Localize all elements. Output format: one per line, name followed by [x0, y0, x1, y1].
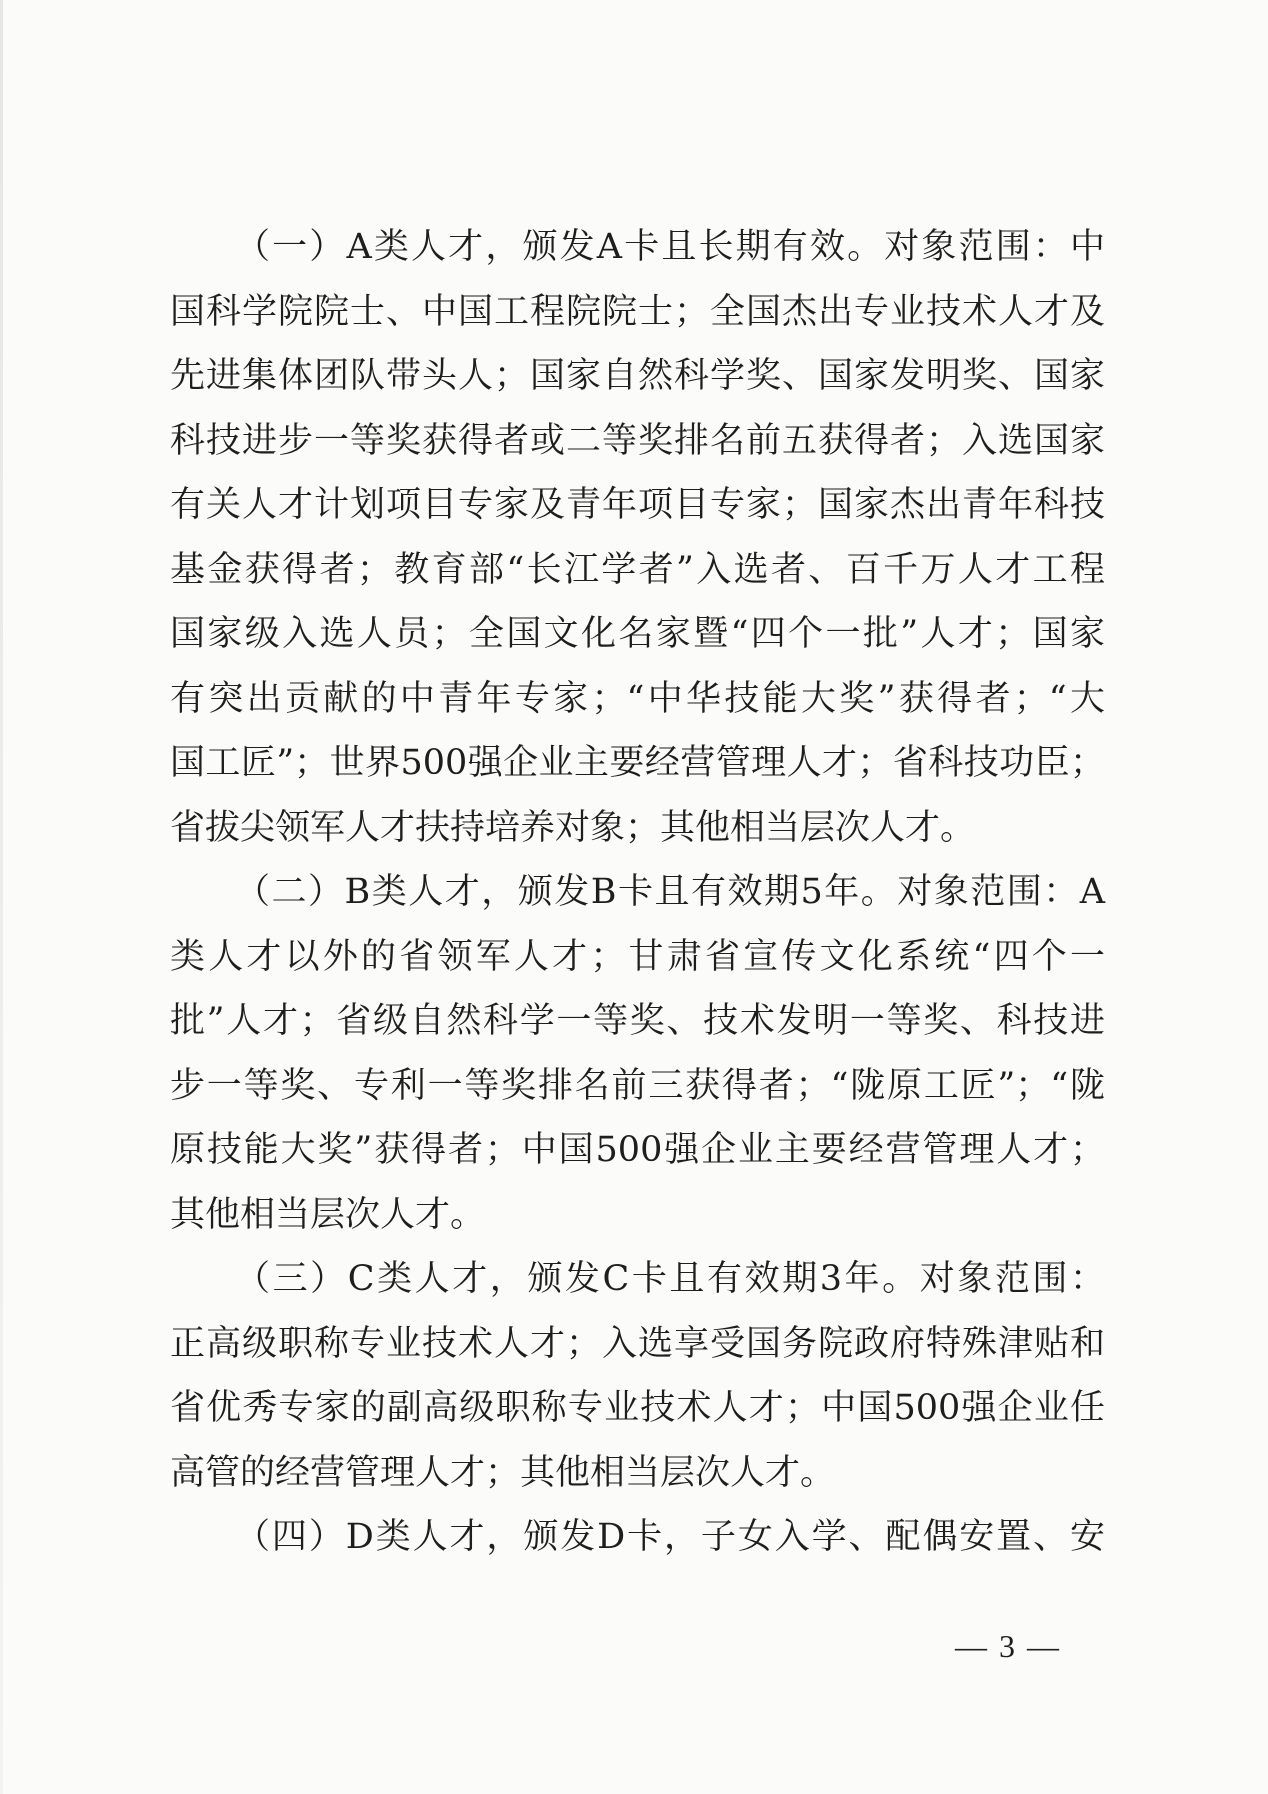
paragraph-1-line-8: 有突出贡献的中青年专家；“中华技能大奖”获得者；“大	[170, 678, 1105, 719]
paragraph-2-line-4: 步一等奖、专利一等奖排名前三获得者；“陇原工匠”；“陇	[170, 1065, 1105, 1106]
paragraph-1-line-5: 有关人才计划项目专家及青年项目专家；国家杰出青年科技	[170, 485, 1105, 525]
body-text	[170, 215, 1105, 1570]
paragraph-2-line-3: 批”人才；省级自然科学一等奖、技术发明一等奖、科技进	[170, 1001, 1105, 1041]
paragraph-1-line-2: 国科学院院士、中国工程院院士；全国杰出专业技术人才及	[170, 291, 1105, 332]
paragraph-1-line-10: 省拔尖领军人才扶持培养对象；其他相当层次人才。	[170, 807, 976, 848]
paragraph-4-line-1: （四）D类人才，颁发D卡，子女入学、配偶安置、安	[235, 1517, 1105, 1557]
paragraph-1-line-4: 科技进步一等奖获得者或二等奖排名前五获得者；入选国家	[170, 420, 1105, 461]
paragraph-3-line-3: 省优秀专家的副高级职称专业技术人才；中国500强企业任	[170, 1388, 1105, 1428]
paragraph-2-line-1: （二）B类人才，颁发B卡且有效期5年。对象范围：A	[235, 872, 1105, 912]
page-number: — 3 —	[955, 1628, 1061, 1664]
paragraph-1-line-6: 基金获得者；教育部“长江学者”入选者、百千万人才工程	[170, 549, 1105, 590]
paragraph-1-line-3: 先进集体团队带头人；国家自然科学奖、国家发明奖、国家	[170, 356, 1105, 396]
paragraph-3-line-2: 正高级职称专业技术人才；入选享受国务院政府特殊津贴和	[170, 1323, 1105, 1364]
paragraph-3-line-4: 高管的经营管理人才；其他相当层次人才。	[170, 1452, 836, 1493]
scan-edge	[0, 0, 3, 1794]
paragraph-2-line-6: 其他相当层次人才。	[170, 1194, 486, 1235]
paragraph-1-line-7: 国家级入选人员；全国文化名家暨“四个一批”人才；国家	[170, 614, 1105, 654]
paragraph-2-line-2: 类人才以外的省领军人才；甘肃省宣传文化系统“四个一	[170, 936, 1105, 977]
paragraph-1-line-1: （一）A类人才，颁发A卡且长期有效。对象范围：中	[235, 227, 1105, 267]
paragraph-2-line-5: 原技能大奖”获得者；中国500强企业主要经营管理人才；	[170, 1130, 1105, 1170]
paragraph-3-line-1: （三）C类人才，颁发C卡且有效期3年。对象范围：	[235, 1259, 1105, 1299]
paragraph-1-line-9: 国工匠”；世界500强企业主要经营管理人才；省科技功臣；	[170, 743, 1105, 783]
